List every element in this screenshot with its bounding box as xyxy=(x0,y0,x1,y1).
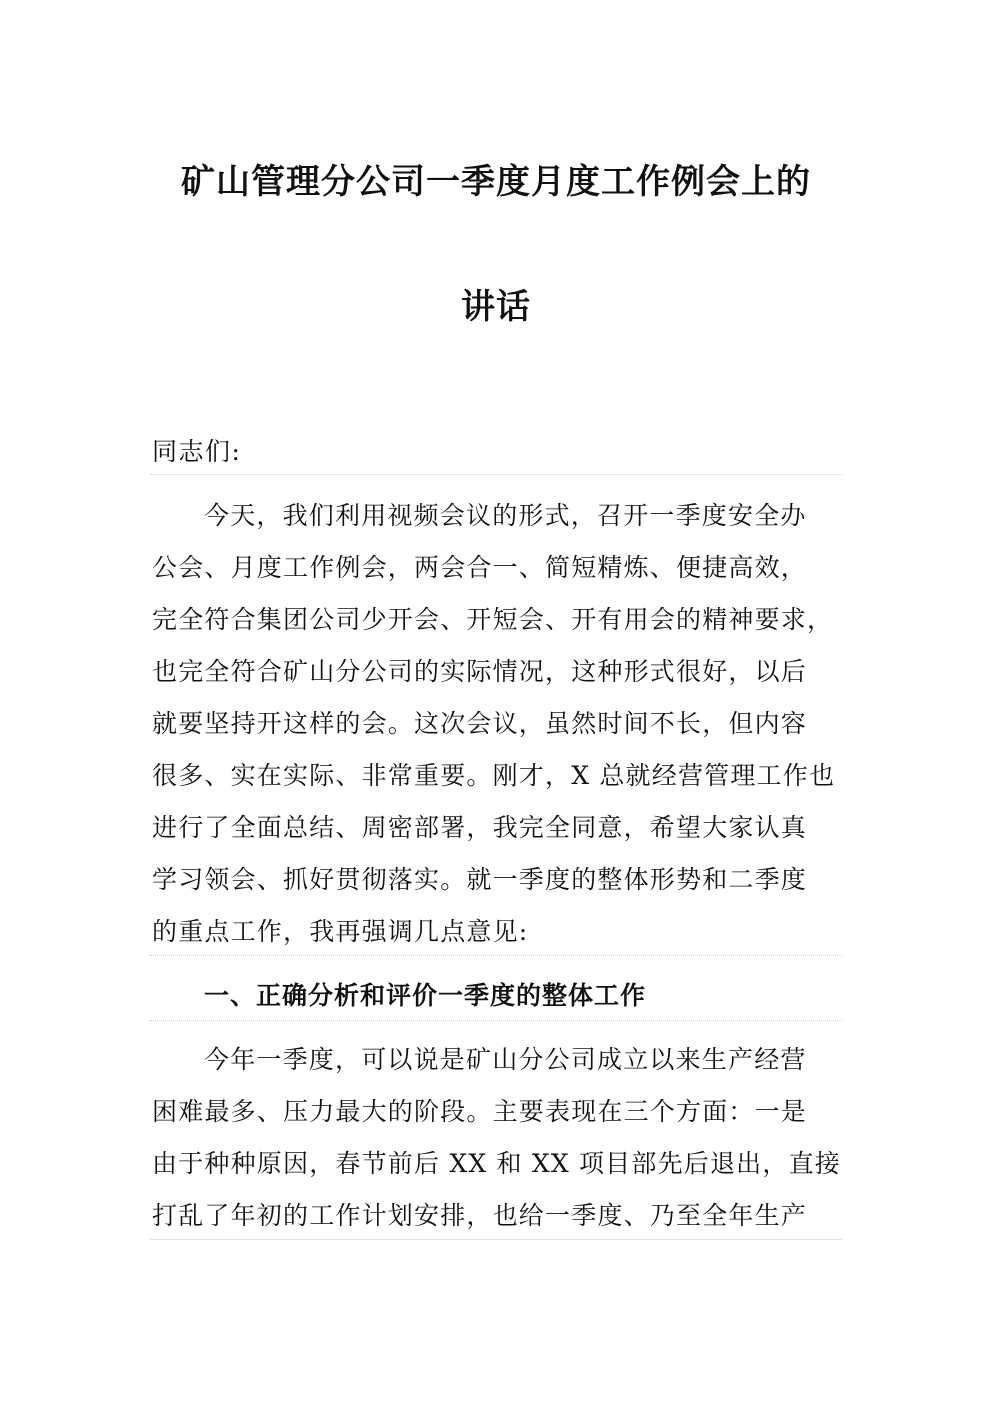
paragraph-2-line: 打乱了年初的工作计划安排，也给一季度、乃至全年生产 xyxy=(152,1201,808,1230)
paragraph-1-line: 就要坚持开这样的会。这次会议，虽然时间不长，但内容 xyxy=(152,709,808,738)
document-title-line-2: 讲话 xyxy=(461,287,531,327)
section-heading: 一、正确分析和评价一季度的整体工作 xyxy=(204,981,647,1010)
paragraph-1-line: 很多、实在实际、非常重要。刚才，X 总就经营管理工作也 xyxy=(152,761,836,790)
line-divider xyxy=(150,474,842,475)
document-title-line-1: 矿山管理分公司一季度月度工作例会上的 xyxy=(181,162,811,202)
paragraph-2-line: 由于种种原因，春节前后 XX 和 XX 项目部先后退出，直接 xyxy=(152,1149,841,1178)
paragraph-1-line: 进行了全面总结、周密部署，我完全同意，希望大家认真 xyxy=(152,813,808,842)
line-divider xyxy=(150,955,842,956)
paragraph-1-line: 完全符合集团公司少开会、开短会、开有用会的精神要求， xyxy=(152,605,834,634)
page-bottom-rule xyxy=(150,1239,842,1240)
paragraph-1-line: 也完全符合矿山分公司的实际情况，这种形式很好，以后 xyxy=(152,657,808,686)
paragraph-1-line: 公会、月度工作例会，两会合一、简短精炼、便捷高效， xyxy=(152,553,808,582)
salutation: 同志们: xyxy=(152,437,242,466)
line-divider xyxy=(150,1020,842,1021)
paragraph-1-line: 学习领会、抓好贯彻落实。就一季度的整体形势和二季度 xyxy=(152,865,808,894)
paragraph-1-line: 今天，我们利用视频会议的形式，召开一季度安全办 xyxy=(204,501,807,530)
paragraph-2-line: 困难最多、压力最大的阶段。主要表现在三个方面：一是 xyxy=(152,1097,808,1126)
paragraph-2-line: 今年一季度，可以说是矿山分公司成立以来生产经营 xyxy=(204,1045,807,1074)
paragraph-1-line: 的重点工作，我再强调几点意见: xyxy=(152,917,529,946)
